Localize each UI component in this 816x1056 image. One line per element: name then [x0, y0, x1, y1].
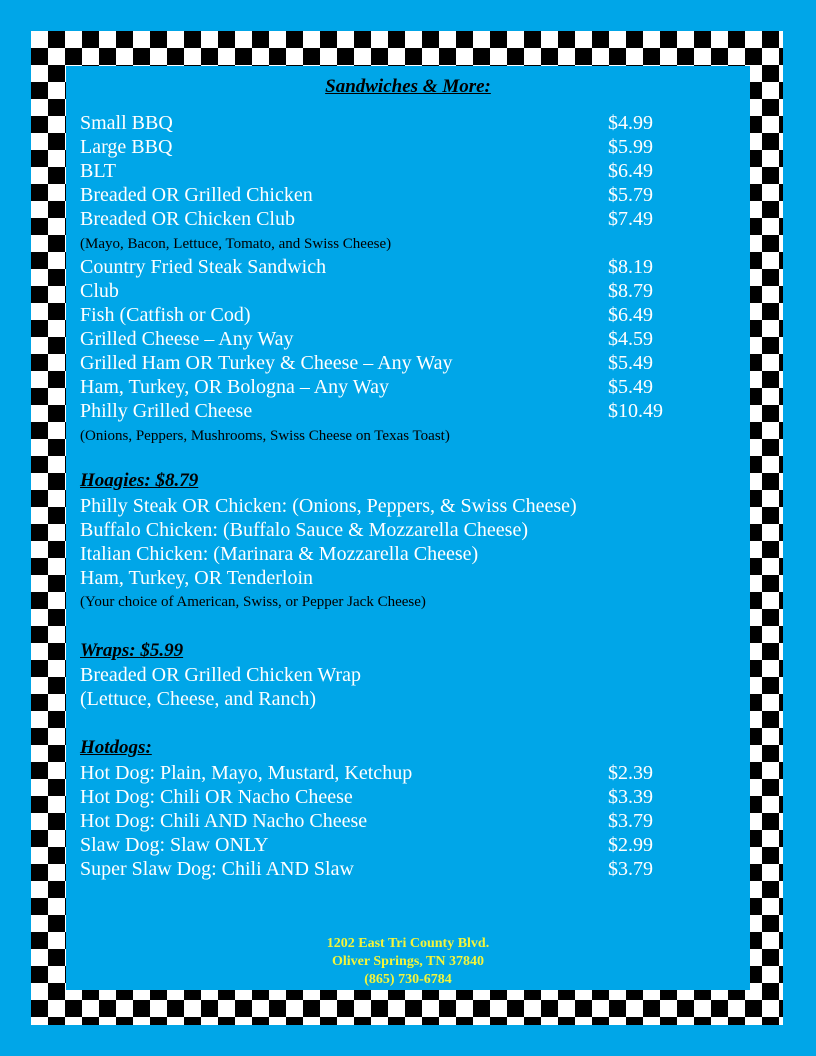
item-name: Philly Grilled Cheese: [80, 400, 253, 422]
menu-item: Buffalo Chicken: (Buffalo Sauce & Mozzarella Cheese): [80, 519, 528, 541]
item-price: $3.79: [608, 858, 653, 880]
address-line: 1202 East Tri County Blvd.: [326, 936, 490, 951]
menu-item: [80, 208, 700, 232]
item-name: Grilled Cheese – Any Way: [80, 328, 294, 350]
menu-item: [80, 280, 700, 304]
item-name: Hot Dog: Chili AND Nacho Cheese: [80, 810, 368, 832]
item-name: Large BBQ: [80, 136, 173, 158]
item-name: Hot Dog: Plain, Mayo, Mustard, Ketchup: [80, 762, 413, 784]
menu-item: [80, 376, 700, 400]
item-price: $2.99: [608, 834, 653, 856]
page-title: Sandwiches & More:: [325, 76, 491, 97]
item-price: $5.99: [608, 136, 653, 158]
section-heading-wraps: Wraps: $5.99: [80, 640, 184, 661]
item-price: $8.79: [608, 280, 653, 302]
item-price: $6.49: [608, 160, 653, 182]
menu-item: Philly Steak OR Chicken: (Onions, Peppers, & Swiss Cheese): [80, 495, 577, 517]
item-price: $4.59: [608, 328, 653, 350]
section-heading-hoagies: Hoagies: $8.79: [80, 470, 199, 491]
menu-item: [80, 858, 700, 882]
section-heading-hotdogs: Hotdogs:: [80, 737, 152, 758]
menu-item: Breaded OR Grilled Chicken Wrap: [80, 664, 361, 686]
item-name: Small BBQ: [80, 112, 173, 134]
item-description: (Mayo, Bacon, Lettuce, Tomato, and Swiss Cheese): [80, 236, 392, 252]
menu-item: [80, 184, 700, 208]
menu-item: [80, 786, 700, 810]
menu-item: Ham, Turkey, OR Tenderloin: [80, 567, 314, 589]
item-price: $4.99: [608, 112, 653, 134]
item-price: $5.49: [608, 352, 653, 374]
menu-item: [80, 762, 700, 786]
item-description: (Your choice of American, Swiss, or Pepper Jack Cheese): [80, 594, 426, 610]
menu-item: [80, 256, 700, 280]
item-price: $10.49: [608, 400, 663, 422]
item-price: $5.79: [608, 184, 653, 206]
menu-item: [80, 112, 700, 136]
menu-item: [80, 136, 700, 160]
item-name: Club: [80, 280, 119, 302]
city-line: Oliver Springs, TN 37840: [332, 954, 484, 969]
item-name: Breaded OR Grilled Chicken: [80, 184, 313, 206]
item-name: Ham, Turkey, OR Bologna – Any Way: [80, 376, 389, 398]
item-name: Country Fried Steak Sandwich: [80, 256, 327, 278]
item-name: Super Slaw Dog: Chili AND Slaw: [80, 858, 354, 880]
item-description: (Lettuce, Cheese, and Ranch): [80, 688, 317, 710]
item-name: BLT: [80, 160, 116, 182]
item-price: $3.39: [608, 786, 653, 808]
menu-item: [80, 400, 700, 424]
item-price: $7.49: [608, 208, 653, 230]
item-price: $8.19: [608, 256, 653, 278]
phone-number: (865) 730-6784: [364, 972, 452, 987]
menu-item: [80, 328, 700, 352]
item-description: (Onions, Peppers, Mushrooms, Swiss Cheese on Texas Toast): [80, 428, 450, 444]
menu-item: [80, 810, 700, 834]
footer-address: [0, 935, 816, 989]
menu-item: [80, 834, 700, 858]
item-name: Fish (Catfish or Cod): [80, 304, 251, 326]
menu-item: Italian Chicken: (Marinara & Mozzarella Cheese): [80, 543, 479, 565]
item-price: $5.49: [608, 376, 653, 398]
item-name: Hot Dog: Chili OR Nacho Cheese: [80, 786, 353, 808]
item-price: $3.79: [608, 810, 653, 832]
item-name: Breaded OR Chicken Club: [80, 208, 295, 230]
menu-item: [80, 304, 700, 328]
item-name: Slaw Dog: Slaw ONLY: [80, 834, 269, 856]
menu-item: [80, 352, 700, 376]
item-price: $6.49: [608, 304, 653, 326]
item-price: $2.39: [608, 762, 653, 784]
menu-item: [80, 160, 700, 184]
item-name: Grilled Ham OR Turkey & Cheese – Any Way: [80, 352, 453, 374]
